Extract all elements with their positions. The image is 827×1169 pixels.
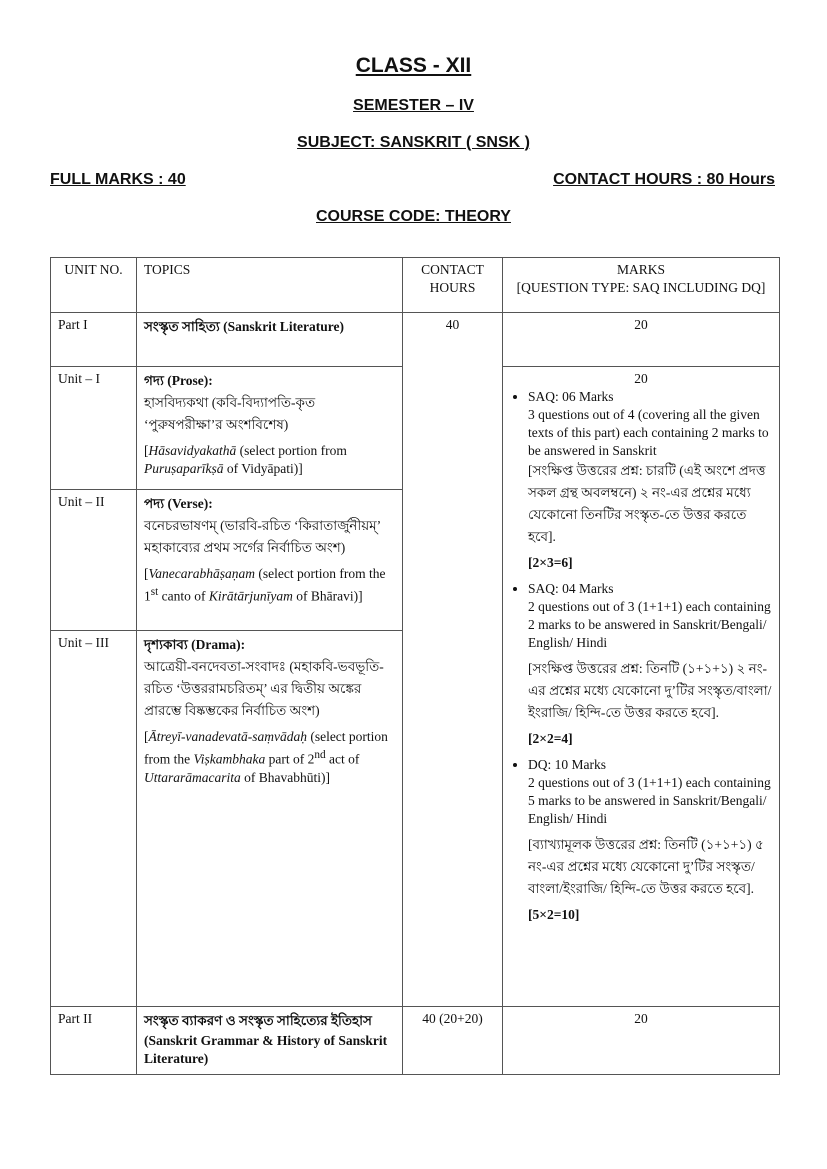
header-question-type: [QUESTION TYPE: SAQ INCLUDING DQ] <box>516 280 766 295</box>
table-row-part2 <box>51 1007 780 1075</box>
semester-title: SEMESTER – IV <box>353 97 474 114</box>
unit1-topic <box>137 367 403 490</box>
table-row-part1 <box>51 313 780 367</box>
units-hours-cell <box>403 367 503 1007</box>
unit3-topic <box>137 631 403 1007</box>
unit1-title-bn: গদ্য <box>144 373 164 388</box>
saq2-title: • SAQ: 04 Marks <box>528 581 614 596</box>
dq-en: 2 questions out of 3 (1+1+1) each containing 5 marks to be answered in Sanskrit/Bengali/ English/ Hindi <box>528 775 771 826</box>
part1-topic-bn: সংস্কৃত সাহিত্য <box>144 319 220 334</box>
unit1-text-bn: হাসবিদ্যকথা (কবি-বিদ্যাপতি-কৃত ‘পুরুষপরীক্ষা’র অংশবিশেষ) <box>144 395 316 432</box>
table-header-row <box>51 258 780 313</box>
part1-label: Part I <box>51 313 137 367</box>
part1-topic-en: (Sanskrit Literature) <box>219 319 345 334</box>
dq-formula: [5×2=10] <box>528 907 580 922</box>
table-row-unit1 <box>51 367 780 490</box>
unit2-title-en: (Verse): <box>164 496 213 511</box>
unit2-title-bn: পদ্য <box>144 496 165 511</box>
part1-hours: 40 <box>403 313 503 367</box>
full-marks: FULL MARKS : 40 <box>50 171 186 188</box>
part1-topic <box>137 313 403 367</box>
header-contact-hours: CONTACT HOURS <box>403 258 503 313</box>
header-marks-title: MARKS <box>616 262 665 277</box>
dq-title: • DQ: 10 Marks <box>528 757 606 772</box>
saq1-item <box>528 388 772 580</box>
unit3-label: Unit – III <box>51 631 137 1007</box>
syllabus-table <box>50 257 780 1075</box>
unit2-label: Unit – II <box>51 490 137 631</box>
unit3-text-bn: আত্রেয়ী-বনদেবতা-সংবাদঃ (মহাকবি-ভবভূতি-রচিত ‘উত্তররামচরিতম্’ এর দ্বিতীয় অঙ্কের প্রারম্ভে বিষ্কম্ভকের নির্বাচিত অংশ) <box>144 659 384 718</box>
saq1-bn: [সংক্ষিপ্ত উত্তরের প্রশ্ন: চারটি (এই অংশে প্রদত্ত সকল গ্রন্থ অবলম্বনে) ২ নং-এর প্রশ্নের মধ্যে যেকোনো তিনটির সংস্কৃত-তে উত্তর করতে হবে]. <box>528 463 766 544</box>
part2-topic <box>137 1007 403 1075</box>
unit2-text-bn: বনেচরভাষণম্ (ভারবি-রচিত ‘কিরাতার্জুনীয়ম্’ মহাকাব্যের প্রথম সর্গের নির্বাচিত অংশ) <box>144 518 381 555</box>
unit1-title-en: (Prose): <box>163 373 213 388</box>
contact-hours-total: CONTACT HOURS : 80 Hours <box>553 171 775 188</box>
dq-bn: [ব্যাখ্যামূলক উত্তরের প্রশ্ন: তিনটি (১+১+১) ৫ নং-এর প্রশ্নের মধ্যে যেকোনো দু’টির সংস্কৃত/বাংলা/ইংরাজি/ হিন্দি-তে উত্তর করতে হবে]. <box>528 837 764 896</box>
part2-topic-bn: সংস্কৃত ব্যাকরণ ও সংস্কৃত সাহিত্যের ইতিহাস <box>144 1013 372 1028</box>
part2-hours: 40 (20+20) <box>403 1007 503 1075</box>
unit3-title-en: (Drama): <box>187 637 246 652</box>
units-marks-cell <box>503 367 780 1007</box>
subject-title: SUBJECT: SANSKRIT ( SNSK ) <box>297 134 530 151</box>
header-unit-no: UNIT NO. <box>51 258 137 313</box>
part2-marks: 20 <box>503 1007 780 1075</box>
dq-item <box>528 756 772 924</box>
saq2-formula: [2×2=4] <box>528 731 573 746</box>
class-title: CLASS - XII <box>355 54 472 77</box>
part2-label: Part II <box>51 1007 137 1075</box>
header-marks <box>503 258 780 313</box>
saq2-en: 2 questions out of 3 (1+1+1) each containing 2 marks to be answered in Sanskrit/Bengali/ English/ Hindi <box>528 599 771 650</box>
unit2-text-en: [Vanecarabhāṣaṇam (select portion from the 1st canto of Kirātārjunīyam of Bhāravi)] <box>144 566 386 604</box>
unit3-text-en: [Ātreyī-vanadevatā-saṃvādaḥ (select portion from the Viṣkambhaka part of 2nd act of Uttararāmacarita of Bhavabhūti)] <box>144 729 388 785</box>
unit2-topic <box>137 490 403 631</box>
unit1-label: Unit – I <box>51 367 137 490</box>
unit1-text-en: [Hāsavidyakathā (select portion from Puruṣaparīkṣā of Vidyāpati)] <box>144 443 347 476</box>
unit3-title-bn: দৃশ্যকাব্য <box>144 637 188 652</box>
saq1-formula: [2×3=6] <box>528 555 573 570</box>
part2-topic-en: (Sanskrit Grammar & History of Sanskrit Literature) <box>144 1033 388 1066</box>
units-marks-total: 20 <box>634 371 648 386</box>
course-code: COURSE CODE: THEORY <box>316 208 511 225</box>
saq1-en: 3 questions out of 4 (covering all the given texts of this part) each containing 2 marks to be answered in Sanskrit <box>528 407 769 458</box>
part1-marks: 20 <box>503 313 780 367</box>
saq1-title: • SAQ: 06 Marks <box>528 389 614 404</box>
saq2-bn: [সংক্ষিপ্ত উত্তরের প্রশ্ন: তিনটি (১+১+১) ২ নং-এর প্রশ্নের মধ্যে যেকোনো দু’টির সংস্কৃত/বাংলা/ইংরাজি/ হিন্দি-তে উত্তর করতে হবে]. <box>528 661 772 720</box>
saq2-item <box>528 580 772 756</box>
header-topics: TOPICS <box>137 258 403 313</box>
